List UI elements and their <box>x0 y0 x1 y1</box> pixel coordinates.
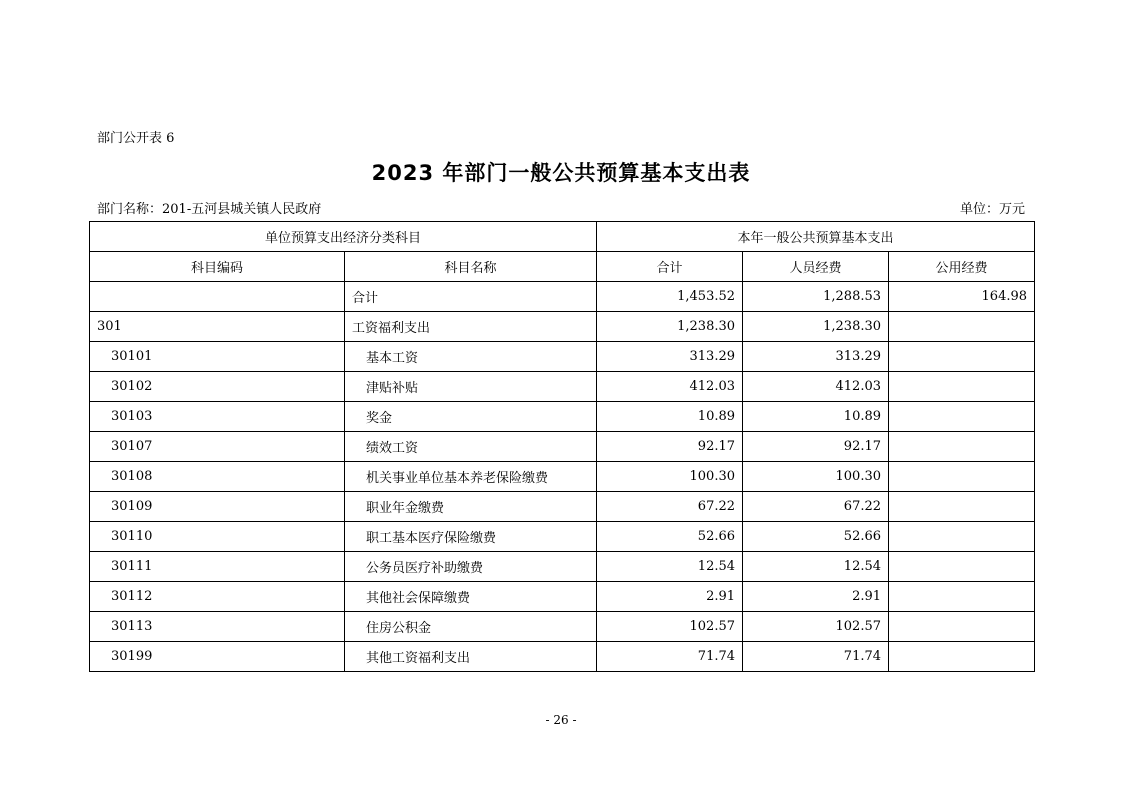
table-row <box>90 312 1035 342</box>
row-public-cell <box>889 342 1035 372</box>
row-total-cell: 412.03 <box>597 372 743 402</box>
table-row <box>90 612 1035 642</box>
row-public-cell <box>889 402 1035 432</box>
table-row <box>90 402 1035 432</box>
total-total-cell: 1,453.52 <box>597 282 743 312</box>
row-name-cell: 基本工资 <box>345 342 597 372</box>
row-total-cell: 10.89 <box>597 402 743 432</box>
row-personnel-cell: 1,238.30 <box>743 312 889 342</box>
row-personnel-cell: 12.54 <box>743 552 889 582</box>
row-name-cell: 职工基本医疗保险缴费 <box>345 522 597 552</box>
header-column-row <box>90 252 1035 282</box>
row-personnel-cell: 92.17 <box>743 432 889 462</box>
row-code-cell: 30199 <box>90 642 345 672</box>
row-total-cell: 71.74 <box>597 642 743 672</box>
row-personnel-cell: 2.91 <box>743 582 889 612</box>
row-total-cell: 2.91 <box>597 582 743 612</box>
row-name-cell: 工资福利支出 <box>345 312 597 342</box>
row-total-cell: 100.30 <box>597 462 743 492</box>
total-personnel-cell: 1,288.53 <box>743 282 889 312</box>
table-row <box>90 582 1035 612</box>
total-public-cell: 164.98 <box>889 282 1035 312</box>
row-name-cell: 机关事业单位基本养老保险缴费 <box>345 462 597 492</box>
table-row <box>90 462 1035 492</box>
table-row <box>90 552 1035 582</box>
header-group-economic-classification: 单位预算支出经济分类科目 <box>90 222 597 252</box>
row-public-cell <box>889 612 1035 642</box>
row-total-cell: 52.66 <box>597 522 743 552</box>
table-row <box>90 342 1035 372</box>
row-public-cell <box>889 522 1035 552</box>
header-group-row <box>90 222 1035 252</box>
row-name-cell: 其他工资福利支出 <box>345 642 597 672</box>
row-public-cell <box>889 492 1035 522</box>
table-row <box>90 522 1035 552</box>
row-public-cell <box>889 372 1035 402</box>
row-public-cell <box>889 642 1035 672</box>
row-personnel-cell: 10.89 <box>743 402 889 432</box>
document-label: 部门公开表 6 <box>97 131 175 146</box>
budget-table <box>89 221 1035 672</box>
row-personnel-cell: 100.30 <box>743 462 889 492</box>
header-public: 公用经费 <box>889 252 1035 282</box>
header-group-basic-expenditure: 本年一般公共预算基本支出 <box>597 222 1035 252</box>
row-code-cell: 30109 <box>90 492 345 522</box>
total-row <box>90 282 1035 312</box>
table-row <box>90 492 1035 522</box>
total-code-cell <box>90 282 345 312</box>
row-name-cell: 绩效工资 <box>345 432 597 462</box>
table-row <box>90 432 1035 462</box>
page-title: 2023 年部门一般公共预算基本支出表 <box>371 161 751 185</box>
row-name-cell: 公务员医疗补助缴费 <box>345 552 597 582</box>
row-code-cell: 30103 <box>90 402 345 432</box>
row-code-cell: 30111 <box>90 552 345 582</box>
row-personnel-cell: 52.66 <box>743 522 889 552</box>
table-row <box>90 642 1035 672</box>
row-name-cell: 住房公积金 <box>345 612 597 642</box>
row-total-cell: 92.17 <box>597 432 743 462</box>
row-public-cell <box>889 462 1035 492</box>
row-personnel-cell: 412.03 <box>743 372 889 402</box>
row-code-cell: 30102 <box>90 372 345 402</box>
row-total-cell: 313.29 <box>597 342 743 372</box>
total-name-cell: 合计 <box>345 282 597 312</box>
header-name: 科目名称 <box>345 252 597 282</box>
row-personnel-cell: 67.22 <box>743 492 889 522</box>
row-total-cell: 1,238.30 <box>597 312 743 342</box>
row-code-cell: 30113 <box>90 612 345 642</box>
row-name-cell: 津贴补贴 <box>345 372 597 402</box>
row-name-cell: 奖金 <box>345 402 597 432</box>
page-number: - 26 - <box>545 713 577 727</box>
header-personnel: 人员经费 <box>743 252 889 282</box>
header-total: 合计 <box>597 252 743 282</box>
row-personnel-cell: 102.57 <box>743 612 889 642</box>
row-code-cell: 30112 <box>90 582 345 612</box>
row-public-cell <box>889 432 1035 462</box>
row-code-cell: 30107 <box>90 432 345 462</box>
row-name-cell: 其他社会保障缴费 <box>345 582 597 612</box>
row-code-cell: 30108 <box>90 462 345 492</box>
row-code-cell: 30110 <box>90 522 345 552</box>
row-code-cell: 30101 <box>90 342 345 372</box>
row-public-cell <box>889 582 1035 612</box>
row-public-cell <box>889 312 1035 342</box>
table-row <box>90 372 1035 402</box>
department-name: 部门名称：201-五河县城关镇人民政府 <box>97 202 322 217</box>
row-total-cell: 102.57 <box>597 612 743 642</box>
row-total-cell: 12.54 <box>597 552 743 582</box>
row-public-cell <box>889 552 1035 582</box>
row-total-cell: 67.22 <box>597 492 743 522</box>
unit-label: 单位：万元 <box>959 202 1025 217</box>
header-code: 科目编码 <box>90 252 345 282</box>
row-personnel-cell: 313.29 <box>743 342 889 372</box>
row-name-cell: 职业年金缴费 <box>345 492 597 522</box>
row-personnel-cell: 71.74 <box>743 642 889 672</box>
row-code-cell: 301 <box>90 312 345 342</box>
